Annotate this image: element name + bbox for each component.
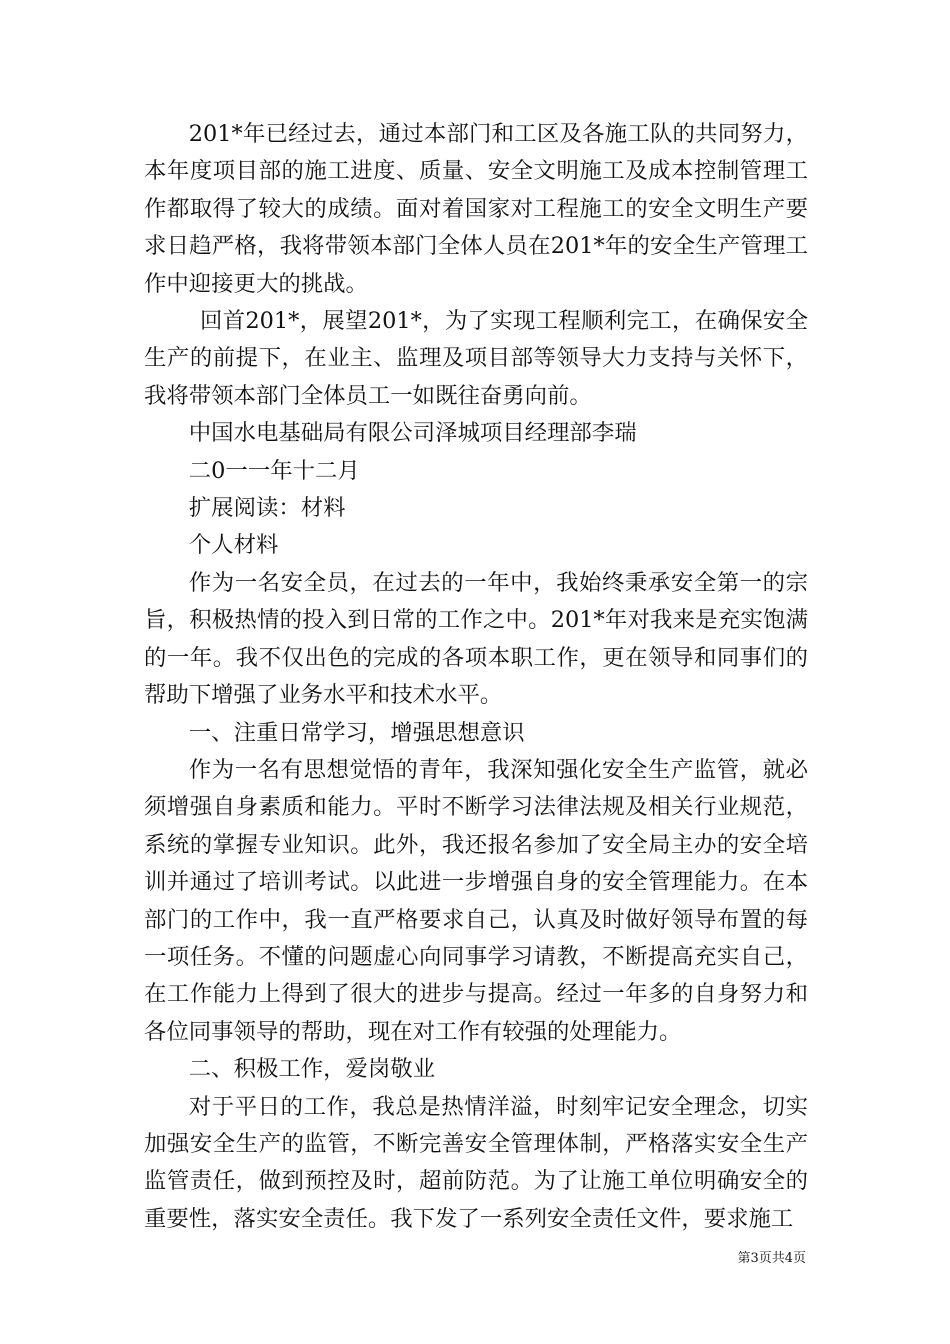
paragraph-outlook: 回首201*，展望201*，为了实现工程顺利完工，在确保安全生产的前提下，在业主、监理及项目部等领导大力支持与关怀下，我将带领本部门全体员工一如既往奋勇向前。 <box>144 308 808 409</box>
document-body <box>144 116 808 1238</box>
heading-study: 一、注重日常学习，增强思想意识 <box>188 719 525 746</box>
paragraph-intro: 作为一名安全员，在过去的一年中，我始终秉承安全第一的宗旨，积极热情的投入到日常的工作之中。201*年对我来是充实饱满的一年。我不仅出色的完成的各项本职工作，更在领导和同事们的帮助下增强了业务水平和技术水平。 <box>144 569 808 709</box>
paragraph-study: 作为一名有思想觉悟的青年，我深知强化安全生产监管，就必须增强自身素质和能力。平时不断学习法律法规及相关行业规范，系统的掌握专业知识。此外，我还报名参加了安全局主办的安全培训并通过了培训考试。以此进一步增强自身的安全管理能力。在本部门的工作中，我一直严格要求自己，认真及时做好领导布置的每一项任务。不懂的问题虚心向同事学习请教，不断提高充实自己，在工作能力上得到了很大的进步与提高。经过一年多的自身努力和各位同事领导的帮助，现在对工作有较强的处理能力。 <box>144 756 808 1045</box>
paragraph-work: 对于平日的工作，我总是热情洋溢，时刻牢记安全理念，切实加强安全生产的监管，不断完善安全管理体制，严格落实安全生产监管责任，做到预控及时，超前防范。为了让施工单位明确安全的重要性，落实安全责任。我下发了一系列安全责任文件，要求施工 <box>144 1093 808 1232</box>
signature-org: 中国水电基础局有限公司泽城项目经理部李瑞 <box>188 420 637 447</box>
page-number: 第3页共4页 <box>737 1251 806 1266</box>
section-title-personal: 个人材料 <box>188 532 279 559</box>
extended-reading-label: 扩展阅读：材料 <box>188 495 346 522</box>
signature-date: 二0一一年十二月 <box>188 457 360 484</box>
heading-work: 二、积极工作，爱岗敬业 <box>188 1056 436 1083</box>
paragraph-summary: 201*年已经过去，通过本部门和工区及各施工队的共同努力，本年度项目部的施工进度、质量、安全文明施工及成本控制管理工作都取得了较大的成绩。面对着国家对工程施工的安全文明生产要求日趋严格，我将带领本部门全体人员在201*年的安全生产管理工作中迎接更大的挑战。 <box>144 121 808 297</box>
